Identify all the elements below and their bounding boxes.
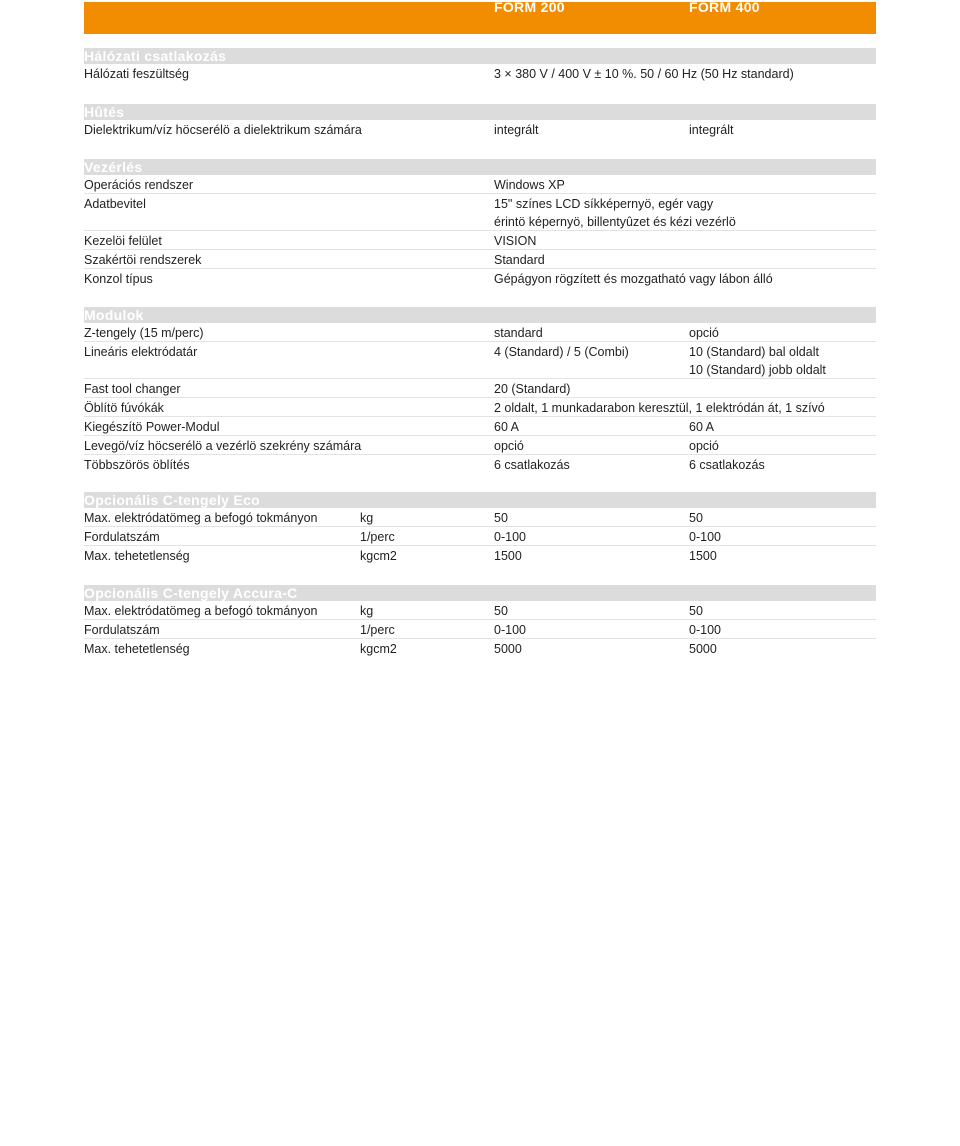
spec-section [84,104,876,138]
value-form-200: standard [494,326,543,340]
spec-row [84,527,876,546]
value-form-400: 1500 [689,549,717,563]
spec-row [84,436,876,455]
spec-row [84,620,876,639]
value-form-400: opció [689,439,719,453]
value-form-200: 0-100 [494,530,526,544]
spec-label: Levegö/víz höcserélö a vezérlö szekrény számára [84,439,362,453]
value-form-400: 0-100 [689,530,721,544]
spec-row [84,546,876,564]
spec-row [84,455,876,473]
spec-row [84,323,876,342]
value-form-400: 5000 [689,642,717,656]
spec-row [84,250,876,269]
column-header-form-200: FORM 200 [494,0,565,15]
spec-row [84,194,876,231]
value-form-200: 2 oldalt, 1 munkadarabon keresztül, 1 elektródán át, 1 szívó [494,401,825,415]
value-form-400: 50 [689,604,703,618]
value-form-400: 6 csatlakozás [689,458,765,472]
value-form-200: opció [494,439,524,453]
value-form-400: opció [689,326,719,340]
value-form-400-line2: 10 (Standard) jobb oldalt [689,363,826,377]
spec-label: Lineáris elektródatár [84,345,198,359]
spec-label: Adatbevitel [84,197,146,211]
value-form-400: 50 [689,511,703,525]
spec-section [84,307,876,473]
value-form-200: 5000 [494,642,522,656]
value-form-200: integrált [494,123,539,137]
spec-row [84,601,876,620]
spec-label: Konzol típus [84,272,153,286]
spec-label: Kezelöi felület [84,234,162,248]
spec-label: Többszörös öblítés [84,458,190,472]
section-title: Hálózati csatlakozás [84,48,876,64]
column-header-bar [84,2,876,34]
spec-row [84,342,876,379]
value-form-200: Gépágyon rögzített és mozgatható vagy lábon álló [494,272,773,286]
spec-label: Max. elektródatömeg a befogó tokmányon [84,604,318,618]
column-header-form-400: FORM 400 [689,0,760,15]
spec-label: Fast tool changer [84,382,181,396]
value-form-200: VISION [494,234,537,248]
spec-label: Dielektrikum/víz höcserélö a dielektrikum számára [84,123,362,137]
value-form-200: Windows XP [494,178,565,192]
spec-row [84,398,876,417]
spec-label: Operációs rendszer [84,178,194,192]
spec-row [84,231,876,250]
spec-row [84,639,876,657]
spec-label: Max. elektródatömeg a befogó tokmányon [84,511,318,525]
section-title: Opcionális C-tengely Eco [84,492,876,508]
section-title: Modulok [84,307,876,323]
value-form-200: 20 (Standard) [494,382,571,396]
spec-label: Max. tehetetlenség [84,642,190,656]
spec-label: Hálózati feszültség [84,67,189,81]
value-form-400: integrált [689,123,734,137]
spec-row [84,120,876,138]
spec-label: Szakértöi rendszerek [84,253,202,267]
spec-label: Fordulatszám [84,530,160,544]
spec-row [84,417,876,436]
spec-unit: kgcm2 [360,642,397,656]
spec-unit: 1/perc [360,623,395,637]
spec-row [84,269,876,287]
value-form-400: 10 (Standard) bal oldalt [689,345,819,359]
spec-sheet [84,0,876,34]
spec-label: Fordulatszám [84,623,160,637]
spec-section [84,585,876,657]
value-form-200: Standard [494,253,545,267]
section-title: Hûtés [84,104,876,120]
spec-section [84,159,876,287]
value-form-400: 60 A [689,420,715,434]
spec-label: Z-tengely (15 m/perc) [84,326,204,340]
value-form-200: 15" színes LCD síkképernyö, egér vagy [494,197,714,211]
spec-row [84,64,876,82]
spec-unit: kg [360,511,374,525]
spec-row [84,379,876,398]
spec-unit: 1/perc [360,530,395,544]
spec-label: Max. tehetetlenség [84,549,190,563]
value-form-400: 0-100 [689,623,721,637]
value-form-200: 50 [494,511,508,525]
spec-row [84,175,876,194]
value-form-200: 1500 [494,549,522,563]
value-form-200: 6 csatlakozás [494,458,570,472]
spec-label: Öblítö fúvókák [84,401,164,415]
value-form-200: 3 × 380 V / 400 V ± 10 %. 50 / 60 Hz (50 Hz standard) [494,67,794,81]
value-form-200: 60 A [494,420,520,434]
value-form-200-line2: érintö képernyö, billentyûzet és kézi vezérlö [494,215,736,229]
spec-section [84,48,876,82]
spec-label: Kiegészítö Power-Modul [84,420,220,434]
spec-unit: kgcm2 [360,549,397,563]
spec-unit: kg [360,604,374,618]
spec-section [84,492,876,564]
value-form-200: 50 [494,604,508,618]
value-form-200: 4 (Standard) / 5 (Combi) [494,345,629,359]
section-title: Vezérlés [84,159,876,175]
value-form-200: 0-100 [494,623,526,637]
spec-row [84,508,876,527]
section-title: Opcionális C-tengely Accura-C [84,585,876,601]
